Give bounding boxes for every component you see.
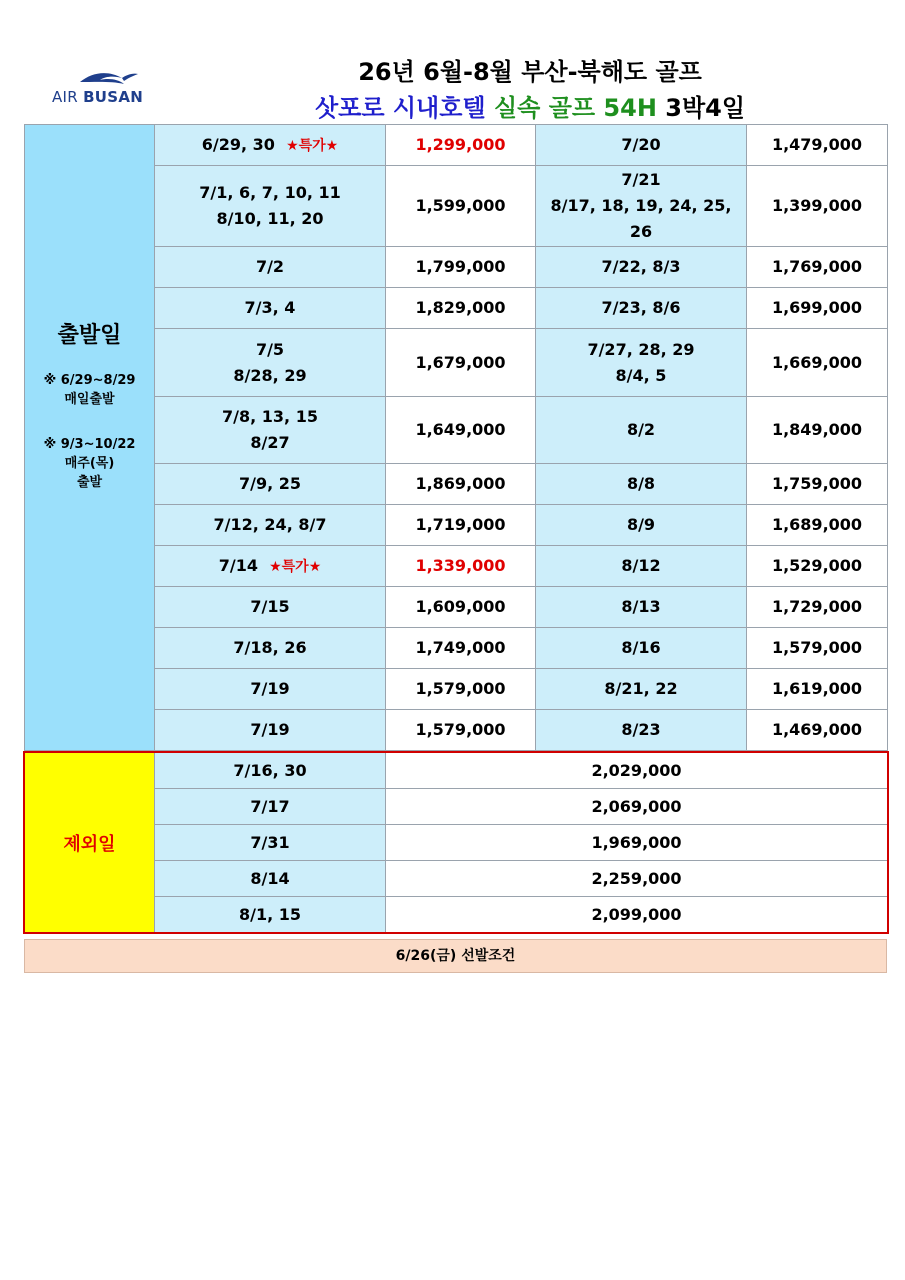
subtitle-nights: 3박4일: [665, 94, 746, 122]
price-cell: 1,829,000: [386, 288, 536, 329]
departure-date-cell: 7/8, 13, 15 8/27: [155, 397, 386, 464]
excluded-row: [25, 897, 888, 933]
price-cell: 1,609,000: [386, 587, 536, 628]
price-row: [25, 546, 888, 587]
departure-date-cell: 7/12, 24, 8/7: [155, 505, 386, 546]
price-cell: 1,679,000: [386, 329, 536, 397]
price-row: [25, 125, 888, 166]
excluded-table-body: [25, 753, 888, 933]
price-cell: 1,869,000: [386, 464, 536, 505]
departure-date-cell: 8/13: [536, 587, 747, 628]
price-cell: 1,649,000: [386, 397, 536, 464]
departure-date-cell: 7/19: [155, 710, 386, 751]
price-row: [25, 247, 888, 288]
departure-date-cell: 7/19: [155, 669, 386, 710]
departure-date-cell: 8/9: [536, 505, 747, 546]
departure-date-cell: 7/9, 25: [155, 464, 386, 505]
departure-date-cell: 7/20: [536, 125, 747, 166]
excluded-date-cell: 7/17: [155, 789, 386, 825]
excluded-price-cell: 2,099,000: [386, 897, 888, 933]
departure-date-cell: 7/3, 4: [155, 288, 386, 329]
departure-date-cell: 8/16: [536, 628, 747, 669]
price-cell: 1,479,000: [747, 125, 888, 166]
price-cell: 1,719,000: [386, 505, 536, 546]
special-offer-label: ★특가★: [286, 137, 339, 154]
excluded-date-cell: 8/14: [155, 861, 386, 897]
excluded-label: 제외일: [25, 753, 155, 933]
subtitle-golf: 실속 골프 54H: [493, 94, 657, 122]
departure-date-cell: 7/22, 8/3: [536, 247, 747, 288]
price-row: [25, 288, 888, 329]
price-cell: 1,469,000: [747, 710, 888, 751]
price-row: [25, 329, 888, 397]
price-cell: 1,299,000: [386, 125, 536, 166]
price-cell: 1,849,000: [747, 397, 888, 464]
price-row: [25, 166, 888, 247]
excluded-price-cell: 2,069,000: [386, 789, 888, 825]
departure-date-cell: 7/18, 26: [155, 628, 386, 669]
bird-logo-icon: [78, 70, 140, 88]
price-table: [24, 124, 888, 751]
price-row: [25, 587, 888, 628]
departure-date-cell: 7/2: [155, 247, 386, 288]
price-row: [25, 628, 888, 669]
excluded-date-cell: 7/16, 30: [155, 753, 386, 789]
price-cell: 1,599,000: [386, 166, 536, 247]
departure-date-cell: 6/29, 30 ★특가★: [155, 125, 386, 166]
footer-note: 6/26(금) 선발조건: [24, 939, 887, 973]
special-offer-label: ★특가★: [269, 558, 322, 575]
sidebar-heading: 출발일: [57, 323, 122, 348]
departure-date-cell: 8/12: [536, 546, 747, 587]
price-cell: 1,619,000: [747, 669, 888, 710]
price-cell: 1,769,000: [747, 247, 888, 288]
departure-date-cell: 7/21 8/17, 18, 19, 24, 25, 26: [536, 166, 747, 247]
departure-date-cell: 7/5 8/28, 29: [155, 329, 386, 397]
price-cell: 1,399,000: [747, 166, 888, 247]
departure-sidebar: [25, 125, 155, 751]
price-row: [25, 669, 888, 710]
excluded-row: [25, 753, 888, 789]
departure-date-cell: 8/21, 22: [536, 669, 747, 710]
price-cell: 1,729,000: [747, 587, 888, 628]
departure-date-cell: 7/15: [155, 587, 386, 628]
sidebar-note-daily: ※ 6/29~8/29 매일출발: [43, 373, 136, 407]
departure-date-cell: 8/8: [536, 464, 747, 505]
logo-text: AIR BUSAN: [52, 88, 144, 106]
price-row: [25, 710, 888, 751]
subtitle-hotel: 삿포로 시내호텔: [314, 94, 486, 122]
excluded-price-cell: 2,259,000: [386, 861, 888, 897]
price-cell: 1,689,000: [747, 505, 888, 546]
price-cell: 1,579,000: [386, 710, 536, 751]
departure-date-cell: 7/14 ★특가★: [155, 546, 386, 587]
departure-date-cell: 7/27, 28, 29 8/4, 5: [536, 329, 747, 397]
departure-date-cell: 8/2: [536, 397, 747, 464]
excluded-row: [25, 825, 888, 861]
excluded-dates-table: [24, 752, 888, 933]
price-row: [25, 397, 888, 464]
excluded-price-cell: 2,029,000: [386, 753, 888, 789]
departure-date-cell: 7/23, 8/6: [536, 288, 747, 329]
sidebar-note-weekly: ※ 9/3~10/22 매주(목) 출발: [43, 437, 136, 490]
excluded-date-cell: 7/31: [155, 825, 386, 861]
price-cell: 1,579,000: [386, 669, 536, 710]
excluded-price-cell: 1,969,000: [386, 825, 888, 861]
excluded-date-cell: 8/1, 15: [155, 897, 386, 933]
excluded-row: [25, 861, 888, 897]
price-cell: 1,759,000: [747, 464, 888, 505]
price-row: [25, 505, 888, 546]
price-row: [25, 464, 888, 505]
excluded-row: [25, 789, 888, 825]
price-cell: 1,339,000: [386, 546, 536, 587]
departure-date-cell: 7/1, 6, 7, 10, 11 8/10, 11, 20: [155, 166, 386, 247]
price-cell: 1,699,000: [747, 288, 888, 329]
departure-date-cell: 8/23: [536, 710, 747, 751]
air-busan-logo: [52, 70, 152, 110]
price-cell: 1,799,000: [386, 247, 536, 288]
price-table-body: [25, 125, 888, 751]
price-cell: 1,529,000: [747, 546, 888, 587]
price-cell: 1,669,000: [747, 329, 888, 397]
price-cell: 1,749,000: [386, 628, 536, 669]
price-cell: 1,579,000: [747, 628, 888, 669]
page-title: 26년 6월-8월 부산-북해도 골프: [358, 58, 702, 86]
page-subtitle: [200, 88, 860, 123]
